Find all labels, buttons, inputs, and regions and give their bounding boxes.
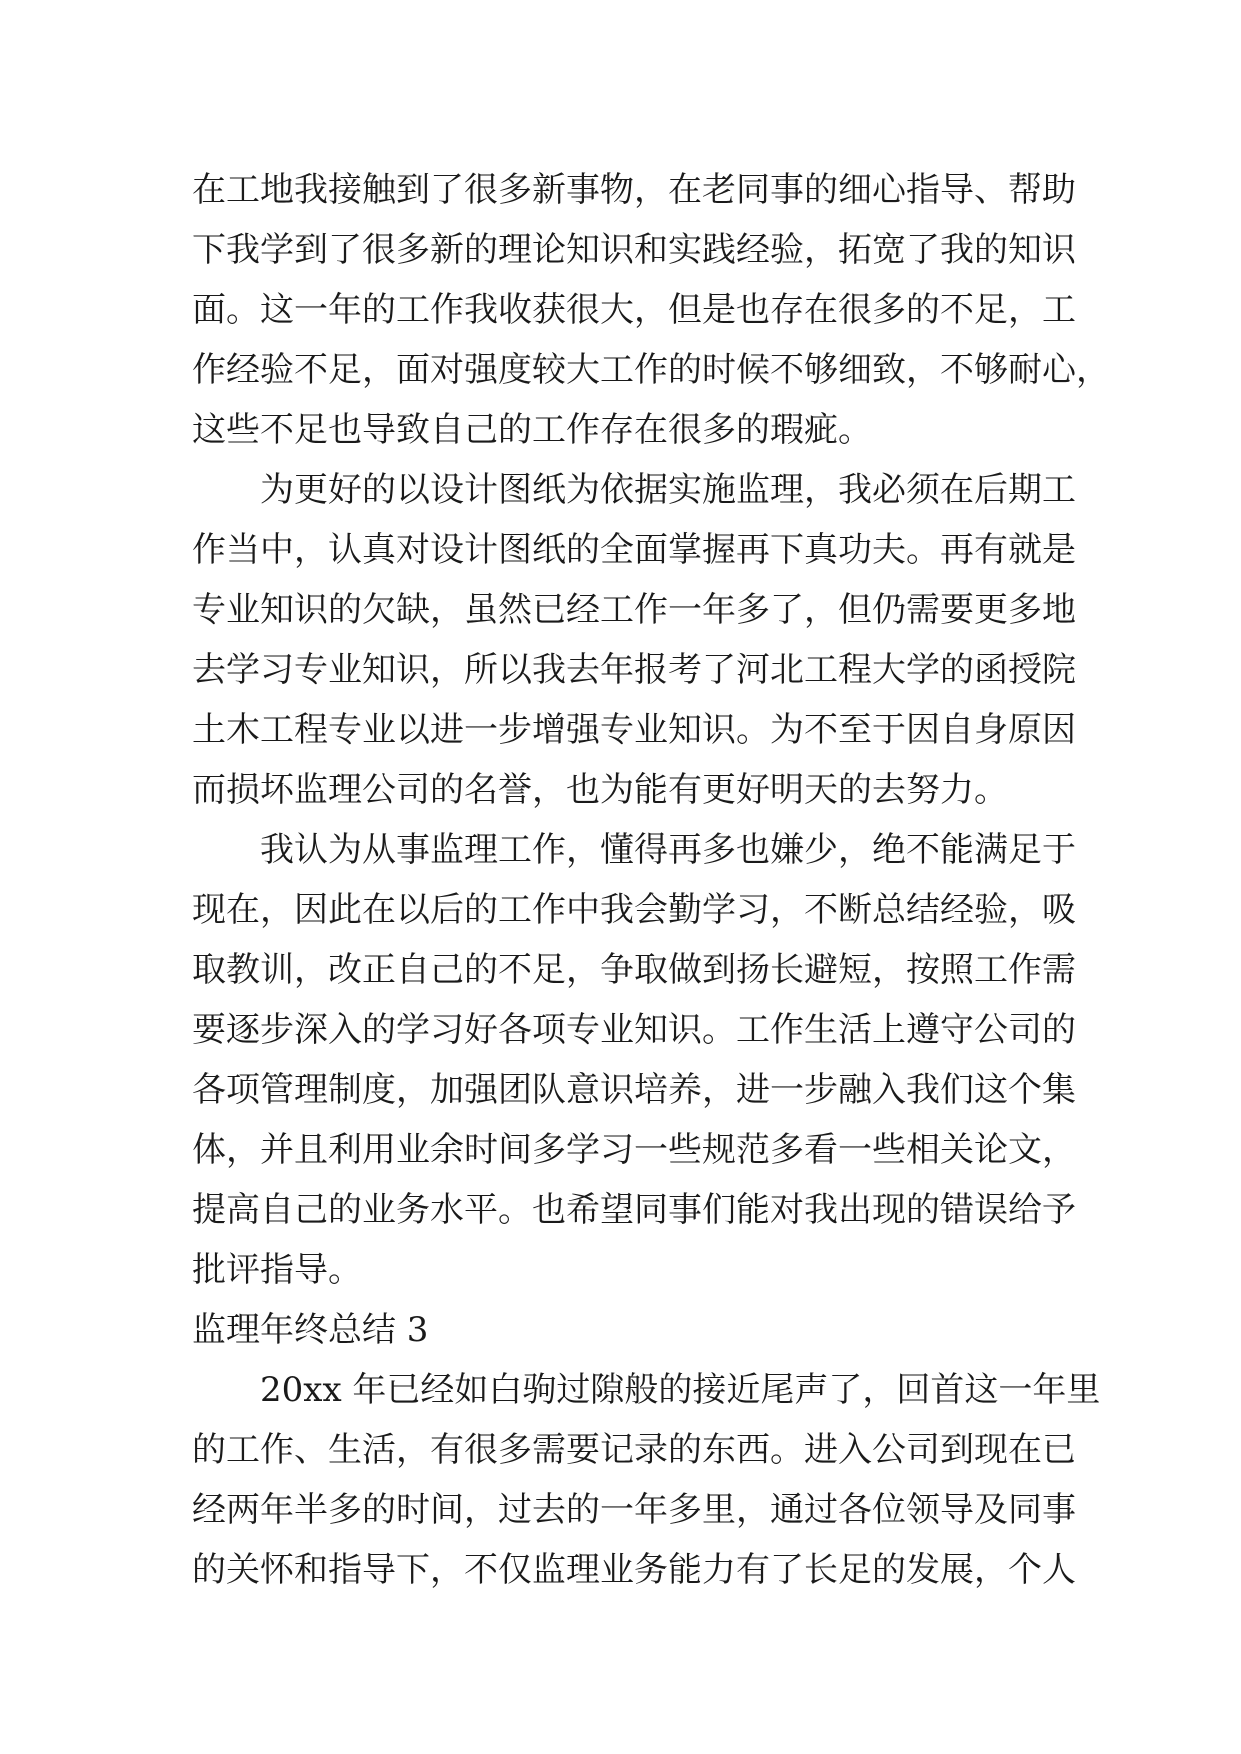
text-line: 各项管理制度，加强团队意识培养，进一步融入我们这个集 xyxy=(192,1070,1076,1110)
text-line: 要逐步深入的学习好各项专业知识。工作生活上遵守公司的 xyxy=(192,1010,1076,1050)
text-line: 我认为从事监理工作，懂得再多也嫌少，绝不能满足于 xyxy=(260,830,1076,870)
text-line: 而损坏监理公司的名誉，也为能有更好明天的去努力。 xyxy=(192,770,1008,810)
text-line: 专业知识的欠缺，虽然已经工作一年多了，但仍需要更多地 xyxy=(192,590,1076,630)
text-line: 取教训，改正自己的不足，争取做到扬长避短，按照工作需 xyxy=(192,950,1076,990)
text-line: 的关怀和指导下，不仅监理业务能力有了长足的发展，个人 xyxy=(192,1550,1076,1590)
text-line: 的工作、生活，有很多需要记录的东西。进入公司到现在已 xyxy=(192,1430,1076,1470)
text-line: 批评指导。 xyxy=(192,1250,362,1290)
text-line: 下我学到了很多新的理论知识和实践经验，拓宽了我的知识 xyxy=(192,230,1076,270)
text-line: 为更好的以设计图纸为依据实施监理，我必须在后期工 xyxy=(260,470,1076,510)
text-line: 作当中，认真对设计图纸的全面掌握再下真功夫。再有就是 xyxy=(192,530,1076,570)
text-line: 20xx 年已经如白驹过隙般的接近尾声了，回首这一年里 xyxy=(260,1370,1101,1410)
text-line: 现在，因此在以后的工作中我会勤学习，不断总结经验，吸 xyxy=(192,890,1076,930)
text-line: 经两年半多的时间，过去的一年多里，通过各位领导及同事 xyxy=(192,1490,1076,1530)
text-line: 土木工程专业以进一步增强专业知识。为不至于因自身原因 xyxy=(192,710,1076,750)
document-body xyxy=(192,160,1110,1600)
text-line: 这些不足也导致自己的工作存在很多的瑕疵。 xyxy=(192,410,872,450)
text-line: 面。这一年的工作我收获很大，但是也存在很多的不足，工 xyxy=(192,290,1076,330)
text-line: 提高自己的业务水平。也希望同事们能对我出现的错误给予 xyxy=(192,1190,1076,1230)
text-line: 体，并且利用业余时间多学习一些规范多看一些相关论文， xyxy=(192,1130,1076,1170)
text-line: 去学习专业知识，所以我去年报考了河北工程大学的函授院 xyxy=(192,650,1076,690)
section-heading: 监理年终总结 3 xyxy=(192,1310,429,1350)
text-line: 作经验不足，面对强度较大工作的时候不够细致，不够耐心， xyxy=(192,350,1110,390)
text-line: 在工地我接触到了很多新事物，在老同事的细心指导、帮助 xyxy=(192,170,1076,210)
